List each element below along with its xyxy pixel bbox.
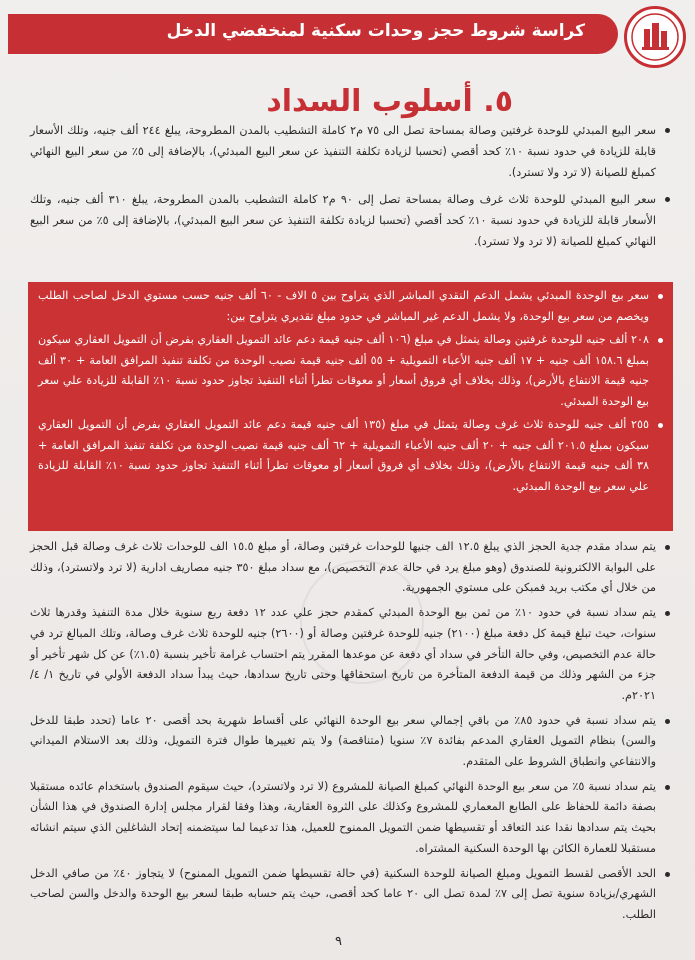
price-two-rooms-paragraph — [30, 120, 670, 183]
paragraph-text: ٢٥٥ ألف جنيه للوحدة ثلاث غرف وصالة يتمثل في مبلغ (١٣٥ ألف جنيه قيمة دعم عائد التمويل العقاري بفرض أن التمويل العقاري سيكون بمبلغ ٢٠١.٥ ألف جنيه + ٢٠ ألف جنيه الأعباء التمويلية + ٦٢ ألف جنيه قيمة نصيب الوحدة من تكلفة تنفيذ المرافق العامة + ٣٨ ألف جنيه قيمة الانتفاع بالأرض)، وذلك بخلاف أي فروق أسعار أو معوقات تطرأ أثناء التنفيذ تجاوز حدود نسبة ١٠٪ القابلة للزيادة علي سعر بيع الوحدة المبدئي. — [38, 418, 649, 493]
paragraph-text: يتم سداد نسبة في حدود ٨٥٪ من باقي إجمالي سعر بيع الوحدة النهائي على أقساط شهرية بحد أقصى ٢٠ عاما (تحدد طبقا للدخل والسن) بنظام التمويل العقاري المدعم بفائدة ٧٪ سنويا (متناقصة) ولا يتم تغييرها طوال فترة التمويل، وذلك بعد الاستلام الميداني والانتفاعي وانطباق الشروط على المتقدم. — [30, 713, 656, 769]
down-payment-paragraph — [30, 603, 670, 707]
bullet-icon — [665, 545, 670, 550]
direct-support-paragraph — [38, 286, 663, 327]
header-title: كراسة شروط حجز وحدات سكنية لمنخفضي الدخل — [166, 21, 585, 41]
page-number: ٩ — [335, 934, 342, 949]
paragraph-text: الحد الأقصى لقسط التمويل ومبلغ الصيانة للوحدة السكنية (في حالة تقسيطها ضمن التمويل الممنوح) لا يتجاوز ٤٠٪ من صافي الدخل الشهري/بزيادة سنوية تصل إلى ٧٪ لمدة تصل الى ٢٠ عاما كحد أقصى، حيث يتم حسابه طبقا لسعر بيع الوحدة والدخل والسن لصاحب الطلب. — [30, 866, 656, 921]
bullet-icon — [665, 128, 670, 133]
paragraph-text: ٢٠٨ ألف جنيه للوحدة غرفتين وصالة يتمثل في مبلغ (١٠٦ ألف جنيه قيمة دعم عائد التمويل العقاري بفرض أن التمويل العقاري سيكون بمبلغ ١٥٨.٦ ألف جنيه + ١٧ ألف جنيه الأعباء التمويلية + ٥٥ ألف جنيه قيمة نصيب الوحدة من تكلفة تنفيذ المرافق العامة + ٣٠ ألف جنيه قيمة الانتفاع بالأرض)، وذلك بخلاف أي فروق أسعار أو معوقات تطرأ أثناء التنفيذ تجاوز حدود نسبة ١٠٪ القابلة للزيادة علي سعر بيع الوحدة المبدئي. — [38, 333, 650, 408]
support-highlight-box — [28, 282, 673, 531]
price-three-rooms-paragraph — [30, 189, 670, 252]
paragraph-text: سعر البيع المبدئي للوحدة غرفتين وصالة بمساحة تصل الى ٧٥ م٢ كاملة التشطيب بالمدن المطروحة، يبلغ ٢٤٤ ألف جنيه، وتلك الأسعار قابلة للزيادة في حدود نسبة ١٠٪ كحد أقصي (تحسبا لزيادة تكلفة التنفيذ عن سعر البيع المبدئي)، بالإضافة إلى ٥٪ من سعر البيع النهائي كمبلغ للصيانة (لا ترد ولا تسترد). — [30, 124, 656, 179]
paragraph-text: يتم سداد مقدم جدية الحجز الذي يبلغ ١٢.٥ الف جنيها للوحدات غرفتين وصالة، أو مبلغ ١٥.٥ الف للوحدات ثلاث غرف وصالة قبل الحجز على البوابة الالكترونية للصندوق (وهو مبلغ يرد في حالة عدم التخصيص)، مع سداد مبلغ ٣٥٠ جنيه مصاريف ادارية (لا ترد ولاتسترد)، وذلك من خلال أي مكتب بريد فمبكن على مستوي الجمهورية. — [30, 540, 656, 595]
paragraph-text: يتم سداد نسبة ٥٪ من سعر بيع الوحدة النهائي كمبلغ الصيانة للمشروع (لا ترد ولاتسترد)، حيث سيقوم الصندوق باستخدام عائده مستقبلا بصفة دائمة للحفاظ على الطابع المعماري للمشروع وكذلك على الثروة العقارية، وهذا وفقا لقرار مجلس إدارة الصندوق في هذا الشأن بحيث يتم سدادها نقدا عند التعاقد أو تقسيطها ضمن التمويل الممنوح للعميل، هذا تدعيما لما سيتضمنه إتحاد الشاغلين الذي سيتم انشائه مستقبلا للعمارة الكائن بها الوحدة السكنية المشتراه. — [30, 779, 656, 855]
reservation-deposit-paragraph — [30, 537, 670, 599]
bullet-icon — [658, 294, 663, 299]
installments-paragraph — [30, 711, 670, 773]
bullet-icon — [658, 423, 663, 428]
bullet-icon — [665, 719, 670, 724]
fund-logo-icon — [624, 6, 686, 68]
paragraph-text: سعر بيع الوحدة المبدئي يشمل الدعم النقدي المباشر الذي يتراوح بين ٥ الاف - ٦٠ ألف جنيه حسب مستوي الدخل لصاحب الطلب ويخصم من سعر بيع الوحدة، ولا يشمل الدعم غير المباشر في حدود مبلغ تقديري يتراوح بين: — [38, 289, 649, 323]
paragraph-text: سعر البيع المبدئي للوحدة ثلاث غرف وصالة بمساحة تصل إلى ٩٠ م٢ كاملة التشطيب بالمدن المطروحة، يبلغ ٣١٠ ألف جنيه، وتلك الأسعار قابلة للزيادة في حدود نسبة ١٠٪ كحد أقصي (تحسبا لزيادة تكلفة التنفيذ عن سعر البيع المبدئي)، بالإضافة إلى ٥٪ من سعر البيع النهائي كمبلغ للصيانة (لا ترد ولا تسترد). — [30, 193, 656, 248]
maintenance-paragraph — [30, 777, 670, 860]
indirect-support-three-rooms — [38, 415, 663, 497]
max-installment-paragraph — [30, 864, 670, 926]
section-title: ٥. أسلوب السداد — [266, 84, 513, 119]
intro-section — [30, 120, 670, 258]
payment-section — [30, 537, 670, 930]
bullet-icon — [665, 872, 670, 877]
bullet-icon — [658, 338, 663, 343]
indirect-support-two-rooms — [38, 330, 663, 412]
bullet-icon — [665, 197, 670, 202]
bullet-icon — [665, 785, 670, 790]
bullet-icon — [665, 611, 670, 616]
paragraph-text: يتم سداد نسبة في حدود ١٠٪ من ثمن بيع الوحدة المبدئي كمقدم حجز علي عدد ١٢ دفعة ربع سنوية خلال مدة التنفيذ وقدرها ثلاث سنوات، حيث تبلغ قيمة كل دفعة مبلغ (٢١٠٠) جنيه للوحدة غرفتين وصالة أو (٢٦٠٠) جنيه للوحدة ثلاث غرف وصالة، وتلك المبالغ ترد في حالة عدم التخصيص، وفي حالة التأخر في سداد أي دفعة عن موعدها المقرر يتم احتساب غرامة تأخير بنسبة (١.٥٪) عن كل شهر تأخير أو جزء من الشهر وذلك من قيمة الدفعة المتأخرة من تاريخ استحقاقها وحتى تاريخ سدادها، حيث يبدأ سداد الدفعة الأولي في تاريخ ١/ ٤/ ٢٠٢١م. — [30, 606, 656, 702]
